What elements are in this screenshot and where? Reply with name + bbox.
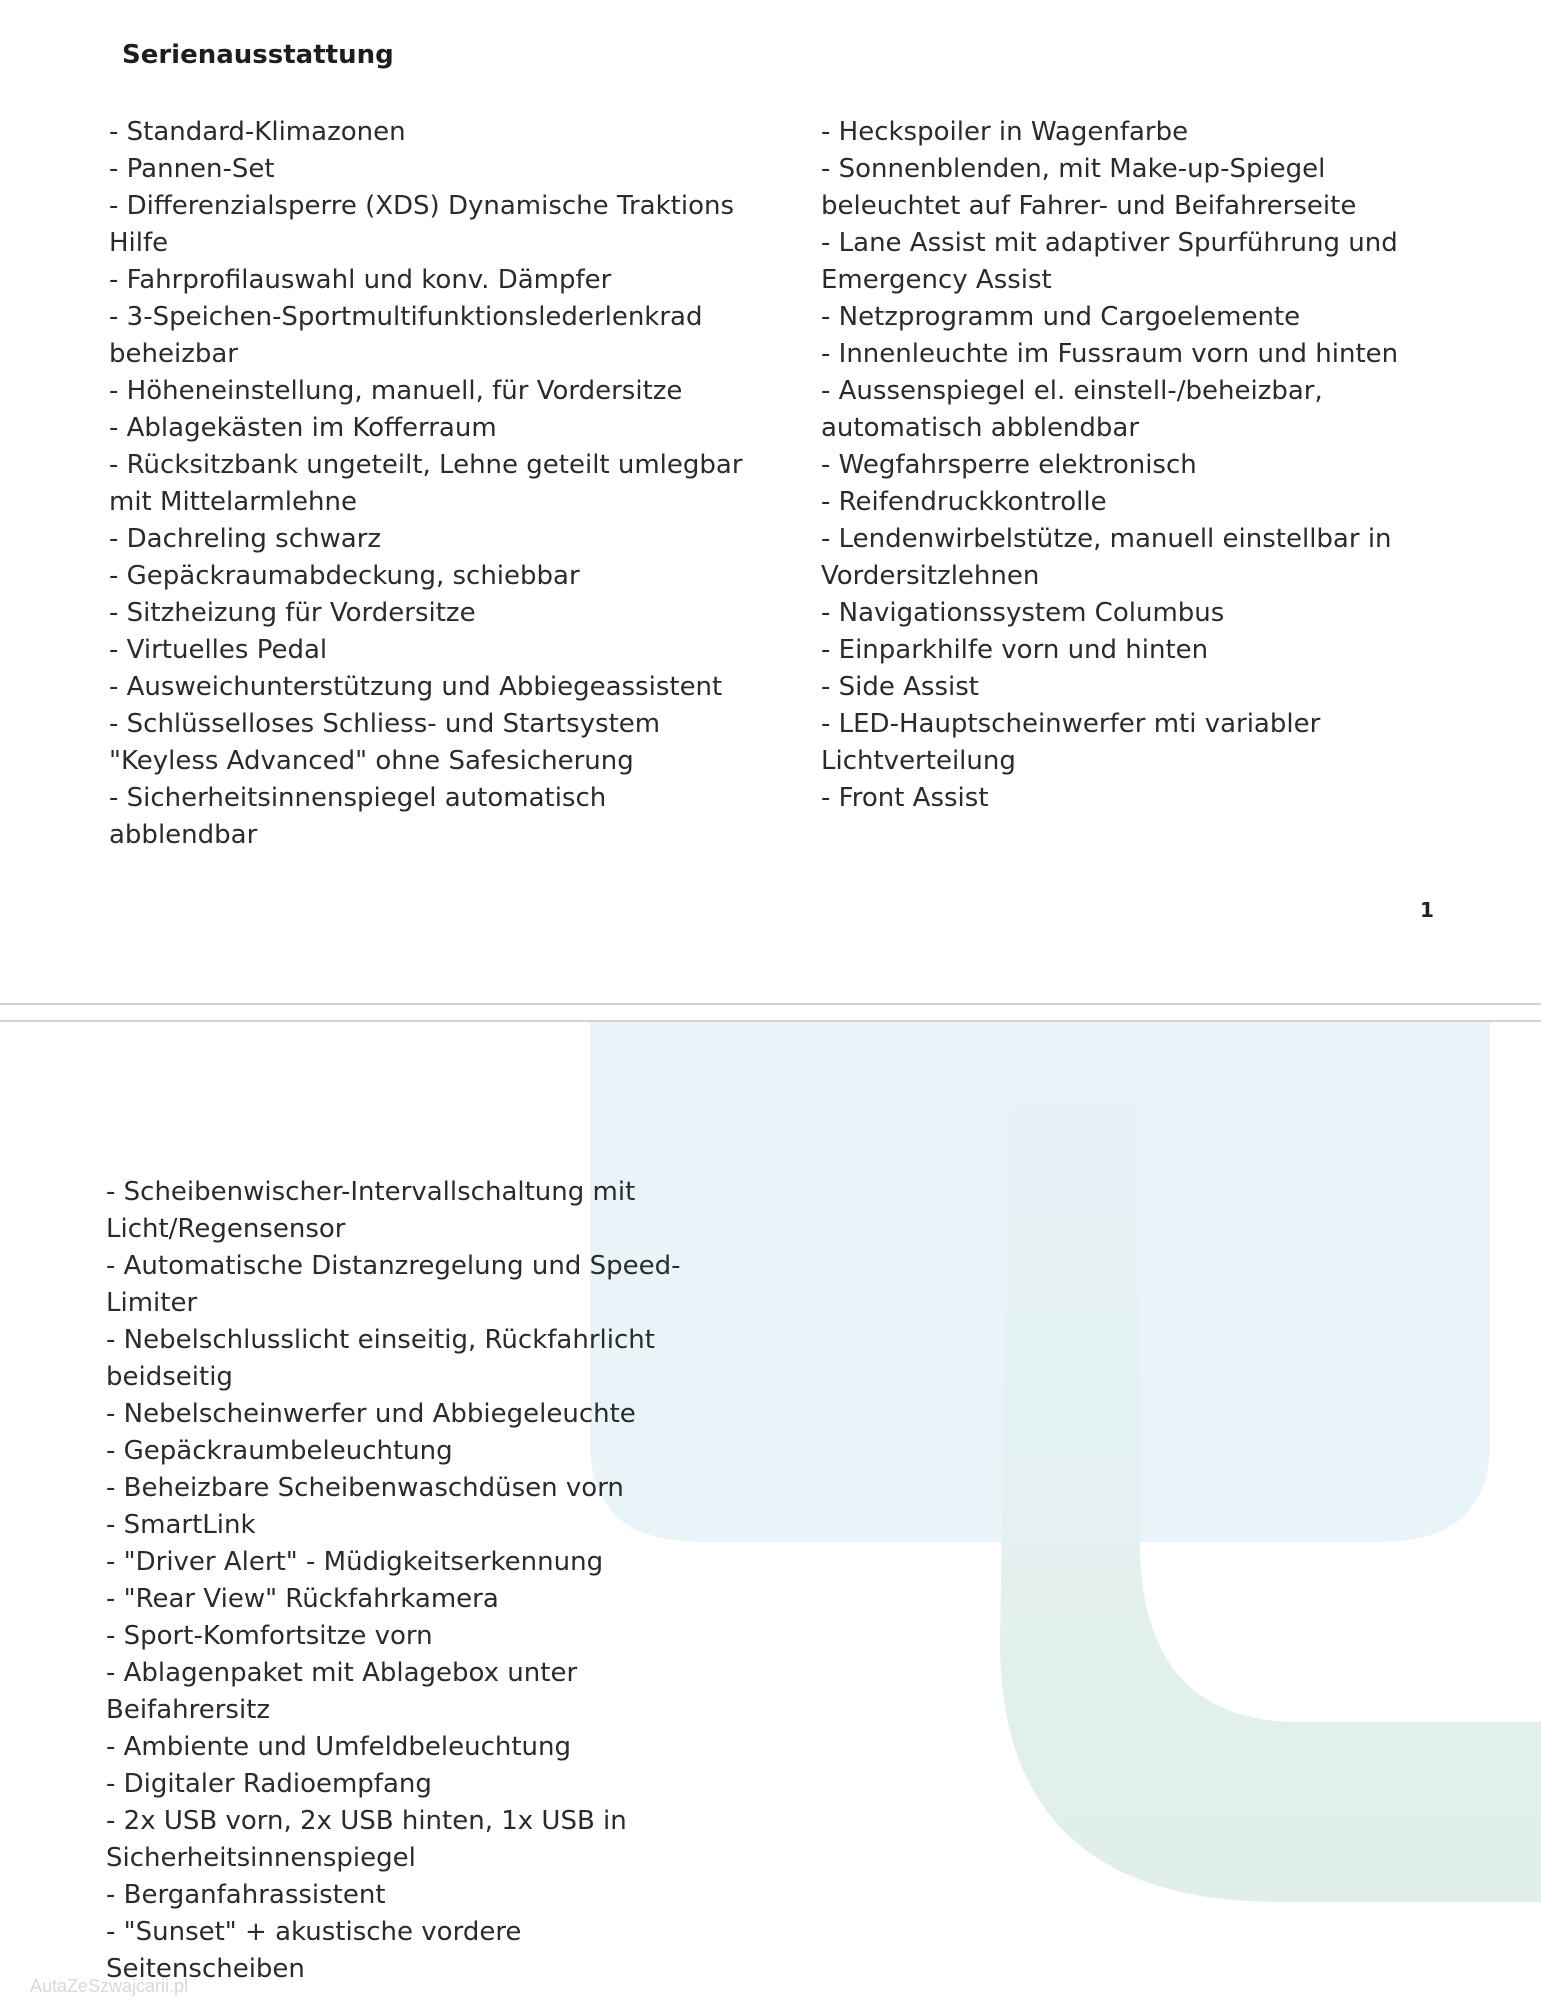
list-item: - Netzprogramm und Cargoelemente [821, 302, 1301, 332]
list-item: - Heckspoiler in Wagenfarbe [821, 117, 1189, 147]
list-item: - Wegfahrsperre elektronisch [821, 450, 1197, 480]
list-item: - Sitzheizung für Vordersitze [109, 598, 476, 628]
list-item: - Ablagenpaket mit Ablagebox unter Beifahrersitz [106, 1658, 578, 1725]
list-item: - Aussenspiegel el. einstell-/beheizbar, automatisch abblendbar [821, 376, 1323, 443]
list-item: - Differenzialsperre (XDS) Dynamische Traktions Hilfe [109, 191, 735, 258]
list-item: - Dachreling schwarz [109, 524, 382, 554]
list-item: - Nebelscheinwerfer und Abbiegeleuchte [106, 1399, 636, 1429]
list-item: - Sicherheitsinnenspiegel automatisch abblendbar [109, 783, 607, 850]
list-item: - Gepäckraumabdeckung, schiebbar [109, 561, 580, 591]
list-item: - Sonnenblenden, mit Make-up-Spiegel beleuchtet auf Fahrer- und Beifahrerseite [821, 154, 1357, 221]
equipment-list-right [821, 114, 1421, 817]
list-item: - Einparkhilfe vorn und hinten [821, 635, 1209, 665]
list-item: - Ambiente und Umfeldbeleuchtung [106, 1732, 572, 1762]
list-item: - Digitaler Radioempfang [106, 1769, 432, 1799]
list-item: - Innenleuchte im Fussraum vorn und hinten [821, 339, 1399, 369]
watermark-text: AutaZeSzwajcarii.pl [30, 1976, 189, 1996]
list-item: - Reifendruckkontrolle [821, 487, 1107, 517]
list-item: - "Sunset" + akustische vordere Seitenscheiben [106, 1917, 522, 1984]
page-separator [0, 1003, 1541, 1022]
list-item: - Standard-Klimazonen [109, 117, 406, 147]
page-number: 1 [1420, 898, 1434, 922]
list-item: - Pannen-Set [109, 154, 275, 184]
equipment-list-page-2 [106, 1174, 726, 1988]
list-item: - Side Assist [821, 672, 979, 702]
list-item: - Nebelschlusslicht einseitig, Rückfahrlicht beidseitig [106, 1325, 655, 1392]
list-item: - Ablagekästen im Kofferraum [109, 413, 497, 443]
list-item: - 2x USB vorn, 2x USB hinten, 1x USB in Sicherheitsinnenspiegel [106, 1806, 627, 1873]
list-item: - Ausweichunterstützung und Abbiegeassistent [109, 672, 723, 702]
list-item: - 3-Speichen-Sportmultifunktionslederlenkrad beheizbar [109, 302, 703, 369]
list-item: - Gepäckraumbeleuchtung [106, 1436, 453, 1466]
list-item: - Scheibenwischer-Intervallschaltung mit Licht/Regensensor [106, 1177, 636, 1244]
list-item: - Fahrprofilauswahl und konv. Dämpfer [109, 265, 612, 295]
list-item: - Rücksitzbank ungeteilt, Lehne geteilt umlegbar mit Mittelarmlehne [109, 450, 743, 517]
list-item: - Berganfahrassistent [106, 1880, 386, 1910]
document-page-1 [0, 0, 1541, 1003]
document-page-2 [0, 1022, 1541, 2016]
list-item: - Navigationssystem Columbus [821, 598, 1225, 628]
list-item: - "Driver Alert" - Müdigkeitserkennung [106, 1547, 604, 1577]
list-item: - Höheneinstellung, manuell, für Vordersitze [109, 376, 683, 406]
list-item: - Automatische Distanzregelung und Speed-Limiter [106, 1251, 681, 1318]
list-item: - Lendenwirbelstütze, manuell einstellbar in Vordersitzlehnen [821, 524, 1392, 591]
list-item: - SmartLink [106, 1510, 256, 1540]
section-heading: Serienausstattung [122, 40, 394, 70]
list-item: - Schlüsselloses Schliess- und Startsystem "Keyless Advanced" ohne Safesicherung [109, 709, 661, 776]
list-item: - Virtuelles Pedal [109, 635, 328, 665]
list-item: - Lane Assist mit adaptiver Spurführung und Emergency Assist [821, 228, 1398, 295]
list-item: - LED-Hauptscheinwerfer mti variabler Lichtverteilung [821, 709, 1321, 776]
list-item: - Beheizbare Scheibenwaschdüsen vorn [106, 1473, 624, 1503]
list-item: - Sport-Komfortsitze vorn [106, 1621, 433, 1651]
equipment-list-left [109, 114, 759, 854]
list-item: - "Rear View" Rückfahrkamera [106, 1584, 499, 1614]
list-item: - Front Assist [821, 783, 989, 813]
